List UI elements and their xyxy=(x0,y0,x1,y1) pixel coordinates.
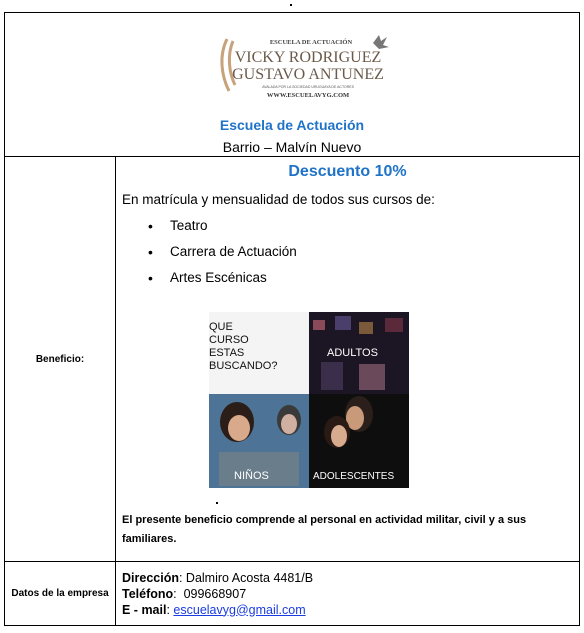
address-label: Dirección xyxy=(122,570,179,585)
company-label: Datos de la empresa xyxy=(5,562,116,626)
promo-question-line: BUSCANDO? xyxy=(209,360,278,372)
school-logo xyxy=(213,31,393,106)
list-item: • Teatro xyxy=(116,213,297,239)
address-line: Dirección: Dalmiro Acosta 4481/B xyxy=(122,570,314,585)
logo-top-text: ESCUELA DE ACTUACIÓN xyxy=(269,39,353,46)
promo-adolescentes-label: ADOLESCENTES xyxy=(313,471,395,482)
promo-adultos-label: ADULTOS xyxy=(327,347,378,359)
promo-image xyxy=(209,312,409,488)
logo-line1: VICKY RODRIGUEZ xyxy=(234,49,382,66)
benefit-document xyxy=(4,12,580,626)
company-contact xyxy=(116,562,580,626)
discount-heading: Descuento 10% xyxy=(288,163,407,180)
promo-question-line: ESTAS xyxy=(209,347,245,359)
list-item: • Artes Escénicas xyxy=(116,265,297,291)
email-label: E - mail xyxy=(122,602,167,617)
list-item: • Carrera de Actuación xyxy=(116,239,297,265)
email-link[interactable]: escuelavyg@gmail.com xyxy=(173,602,306,617)
course-list xyxy=(116,213,297,291)
page-mark xyxy=(290,4,292,6)
logo-line2: GUSTAVO ANTUNEZ xyxy=(232,66,384,83)
small-mark xyxy=(216,502,218,504)
benefit-label: Beneficio: xyxy=(5,157,116,562)
address-value: Dalmiro Acosta 4481/B xyxy=(185,570,314,585)
phone-value: 099668907 xyxy=(183,586,247,601)
logo-small-text: AVALADA POR LA SOCIEDAD URUGUAYA DE ACTORES xyxy=(262,85,354,89)
phone-label: Teléfono xyxy=(122,586,174,601)
school-name: Escuela de Actuación xyxy=(219,117,365,133)
promo-question-line: CURSO xyxy=(209,334,249,346)
benefit-note: El presente beneficio comprende al personal en actividad militar, civil y a sus familiares. xyxy=(122,514,527,545)
email-line: E - mail: escuelavyg@gmail.com xyxy=(122,602,306,617)
benefit-intro: En matrícula y mensualidad de todos sus cursos de: xyxy=(122,192,435,207)
promo-ninos-label: NIÑOS xyxy=(234,470,269,482)
barrio-text: Barrio – Malvín Nuevo xyxy=(222,139,362,155)
logo-website: WWW.ESCUELAVYG.COM xyxy=(266,92,350,99)
header-cell xyxy=(5,13,580,157)
phone-line: Teléfono: 099668907 xyxy=(122,586,247,601)
benefit-content xyxy=(116,157,580,562)
promo-question-line: QUE xyxy=(209,321,233,333)
